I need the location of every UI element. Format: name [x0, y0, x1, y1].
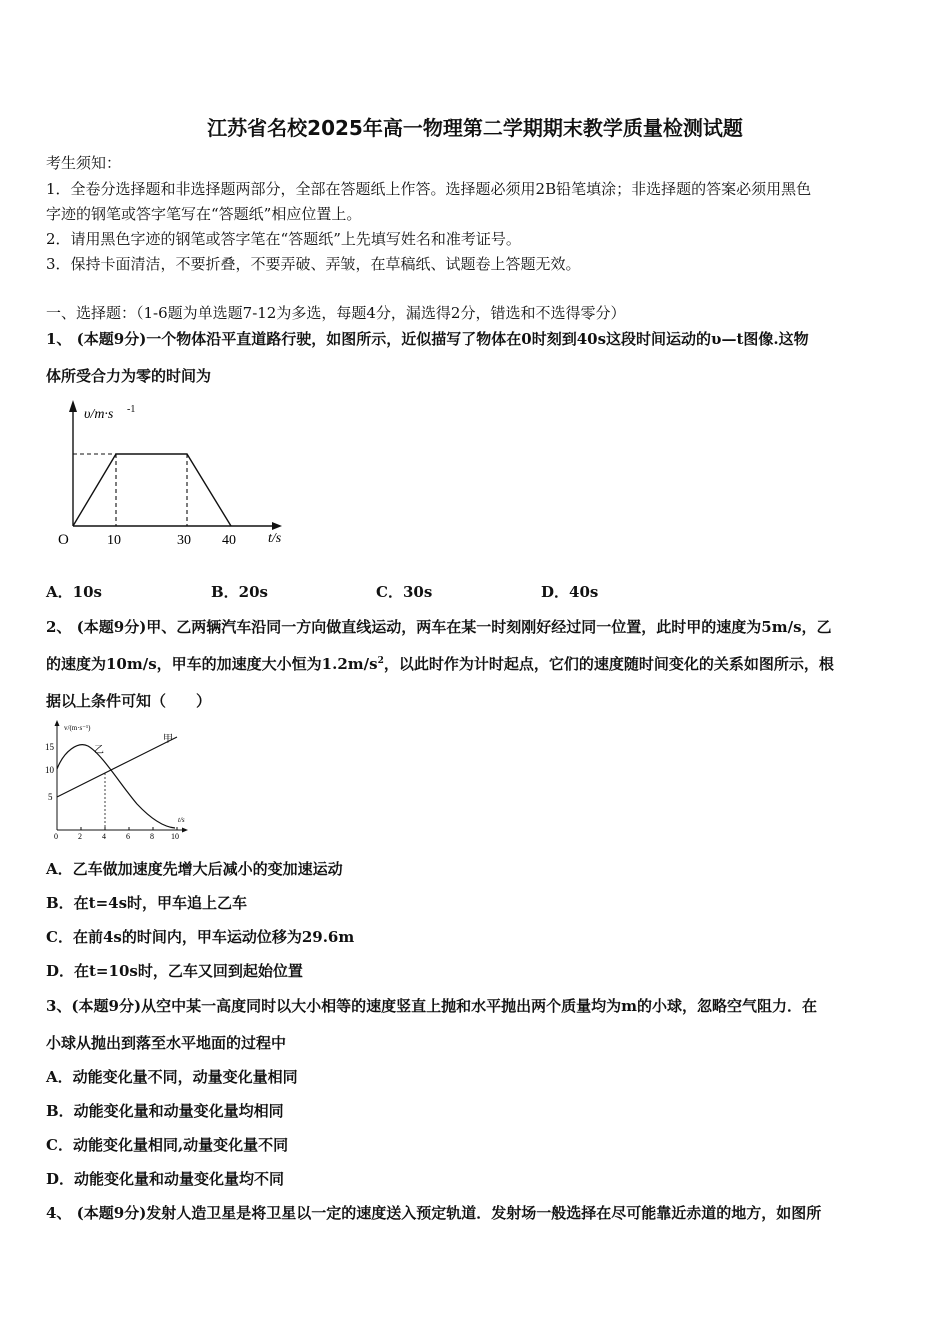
q1-xtick: 40 — [222, 533, 236, 548]
q2-vt-graph — [42, 718, 192, 840]
q1-ylabel-sup: -1 — [127, 404, 136, 415]
page-title: 江苏省名校2025年高一物理第二学期期末教学质量检测试题 — [207, 116, 743, 140]
q2-xlabel: t/s — [178, 816, 185, 824]
q2-curve-yi — [57, 745, 175, 828]
notice-line: 字迹的钢笔或答字笔写在“答题纸”相应位置上。 — [46, 205, 362, 223]
q2-stem-line1: 2、 (本题9分)甲、乙两辆汽车沿同一方向做直线运动，两车在某一时刻刚好经过同一位置，此时甲的速度为5m/s，乙 — [46, 618, 832, 636]
q1-velocity-line — [73, 454, 231, 526]
q1-x-arrow — [272, 522, 282, 530]
q1-option-a: A．10s — [46, 583, 102, 601]
q2-ytick: 5 — [48, 792, 53, 802]
q1-ylabel: υ/m·s — [84, 407, 114, 422]
q1-xlabel: t/s — [268, 531, 282, 546]
q2-stem-line3: 据以上条件可知（ ） — [46, 692, 212, 710]
notice-line: 1．全卷分选择题和非选择题两部分，全部在答题纸上作答。选择题必须用2B铅笔填涂；非选择题的答案必须用黑色 — [46, 180, 812, 198]
q2-stem-line2: 的速度为10m/s，甲车的加速度大小恒为$1.2m/s^2$，以此时作为计时起点，它们的速度随时间变化的关系如图所示，根 — [46, 655, 834, 673]
q2-xtick: 2 — [78, 832, 82, 840]
q2-xtick: 10 — [171, 832, 179, 840]
q2-xtick: 4 — [102, 832, 106, 840]
q3-option-c: C．动能变化量相同,动量变化量不同 — [46, 1136, 289, 1154]
q1-stem-line1: 1、 (本题9分)一个物体沿平直道路行驶，如图所示，近似描写了物体在0时刻到40s这段时间运动的υ—t图像.这物 — [46, 330, 809, 348]
q1-vt-graph — [50, 398, 300, 558]
q1-origin-label: O — [58, 532, 69, 548]
q4-stem-line1: 4、 (本题9分)发射人造卫星是将卫星以一定的速度送入预定轨道．发射场一般选择在尽可能靠近赤道的地方，如图所 — [46, 1204, 822, 1222]
q2-option-d: D．在t=10s时，乙车又回到起始位置 — [46, 962, 303, 980]
q2-x-arrow — [182, 828, 188, 833]
q1-xtick: 10 — [107, 533, 121, 548]
q1-stem-line2: 体所受合力为零的时间为 — [46, 367, 212, 385]
q1-option-b: B．20s — [211, 583, 268, 601]
q2-xtick: 6 — [126, 832, 130, 840]
notice-line: 3．保持卡面清洁，不要折叠，不要弄破、弄皱，在草稿纸、试题卷上答题无效。 — [46, 255, 581, 273]
q2-label-jia: 甲 — [163, 734, 173, 745]
q3-stem-line2: 小球从抛出到落至水平地面的过程中 — [46, 1034, 287, 1052]
q1-xtick: 30 — [177, 533, 191, 548]
q1-option-c: C．30s — [376, 583, 433, 601]
q2-xtick: 8 — [150, 832, 154, 840]
q2-option-b: B．在t=4s时，甲车追上乙车 — [46, 894, 248, 912]
q3-option-d: D．动能变化量和动量变化量均不同 — [46, 1170, 285, 1188]
notice-heading: 考生须知： — [46, 154, 122, 172]
q3-option-a: A．动能变化量不同，动量变化量相同 — [46, 1068, 298, 1086]
q2-option-a: A．乙车做加速度先增大后减小的变加速运动 — [46, 860, 343, 878]
q3-option-b: B．动能变化量和动量变化量均相同 — [46, 1102, 284, 1120]
q1-y-arrow — [69, 400, 77, 412]
q2-ytick: 10 — [45, 765, 54, 775]
section-heading: 一、选择题：（1-6题为单选题7-12为多选，每题4分，漏选得2分，错选和不选得零分） — [46, 304, 626, 322]
notice-line: 2．请用黑色字迹的钢笔或答字笔在“答题纸”上先填写姓名和准考证号。 — [46, 230, 521, 248]
q2-option-c: C．在前4s的时间内，甲车运动位移为29.6m — [46, 928, 355, 946]
q2-ylabel: v/(m·s⁻¹) — [64, 724, 91, 732]
q1-option-d: D．40s — [541, 583, 599, 601]
q2-ytick: 15 — [45, 742, 54, 752]
q3-stem-line1: 3、(本题9分)从空中某一高度同时以大小相等的速度竖直上抛和水平抛出两个质量均为m的小球，忽略空气阻力．在 — [46, 997, 817, 1015]
q2-label-yi: 乙 — [94, 745, 104, 756]
q2-xtick: 0 — [54, 832, 58, 840]
q2-y-arrow — [55, 720, 60, 726]
